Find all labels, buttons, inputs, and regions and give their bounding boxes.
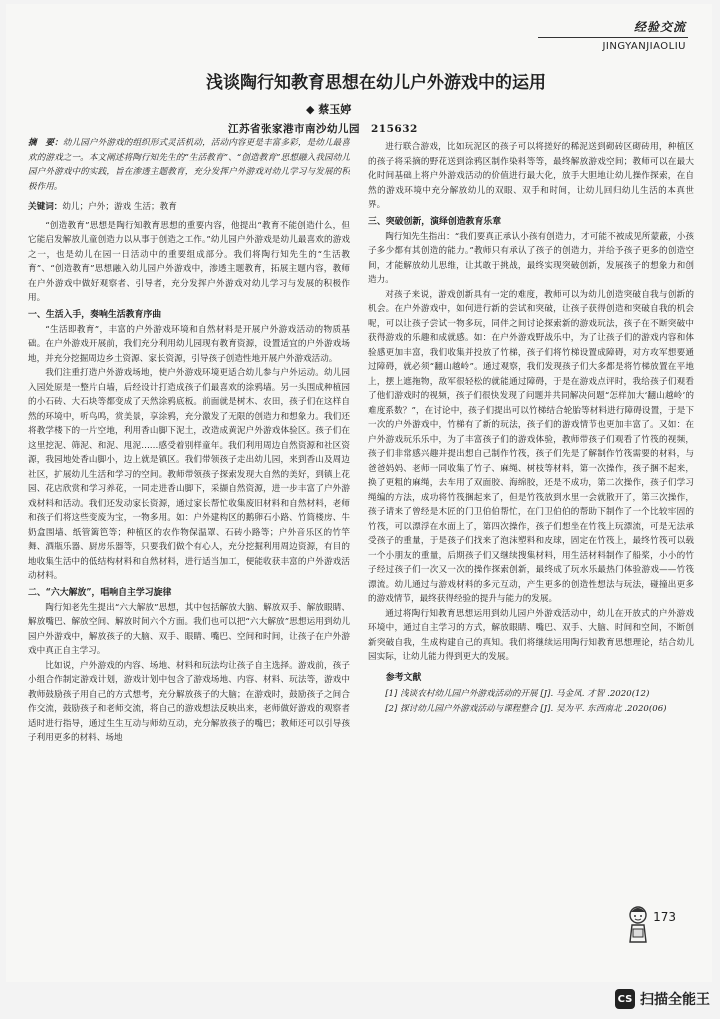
mascot-illustration [622, 904, 654, 944]
journal-page [6, 4, 712, 982]
scanner-watermark [615, 989, 710, 1009]
article-author: ◆ 蔡玉婷 [306, 103, 352, 116]
page-number: 173 [653, 910, 676, 924]
author-affiliation: 江苏省张家港市南沙幼儿园 215632 [228, 123, 418, 135]
reference-item: [1] 浅谈农村幼儿园户外游戏活动的开展 [J]. 马金凤. 才智 .2020(12) [385, 689, 650, 699]
article-title: 浅谈陶行知教育思想在幼儿户外游戏中的运用 [206, 73, 546, 93]
section-name-pinyin: JINGYANJIAOLIU [602, 41, 686, 52]
abstract-text: 幼儿园户外游戏的组织形式灵活机动，活动内容更是丰富多彩，是幼儿最喜欢的游戏之一。本文阐述将陶行知先生的“生活教育”、“创造教育”思想融入我园幼儿园户外游戏中的实践，旨在渗透主题教育，充分发挥户外游戏对幼儿学习与发展的积极作用。 [28, 138, 350, 192]
keywords-label: 关键词： [28, 202, 63, 212]
section-heading: 三、突破创新，演绎创造教育乐章 [368, 216, 502, 227]
header-rule [538, 37, 688, 38]
reference-item: [2] 探讨幼儿园户外游戏活动与课程整合 [J]. 吴为平. 东西南北 .2020(06) [385, 703, 667, 714]
keywords-text: 幼儿；户外；游戏 生活；教育 [62, 202, 177, 212]
right-column-body [368, 140, 694, 665]
body-paragraph: 陶行知先生指出：“我们要真正承认小孩有创造力，才可能不被成见所蒙蔽，小孩子多少都有其创造的能力。”教师只有承认了孩子的创造力，并给予孩子更多的创造空间，才能解放幼儿思维，让其敢于挑战，最终实现突破创新，发展孩子的想象力和创造力。 [368, 231, 694, 285]
abstract-label: 摘 要： [28, 138, 63, 148]
left-column [28, 136, 350, 906]
body-paragraph: 比如说，户外游戏的内容、场地、材料和玩法均让孩子自主选择。游戏前，孩子小组合作制定游戏计划，游戏计划中包含了游戏场地、内容、材料、玩法等，游戏中教师鼓励孩子用自己的方式想考，充分解放孩子的大脑；在游戏时，鼓励孩子之间合作交流，鼓励孩子和老师交流，将自己的游戏想法反映出来，老师做好游戏的观察者适时进行指导，通过生生互动与师幼互动，充分解放孩子的嘴巴；教师还可以引导孩子利用更多的材料、场地 [28, 660, 350, 743]
body-paragraph: 进行联合游戏，比如玩泥区的孩子可以将搓好的稀泥送到砌砖区砌砖用，种植区的孩子将采摘的野花送到涂鸦区制作染料等等，最终解放游戏空间；教师可以在最大化时间基础上将户外游戏活动的价值进行最大化，放手大胆地让幼儿操作探索，在自然的游戏环境中充分解放幼儿的双眼、双手和时间，让幼儿回归幼儿生活的本真世界。 [368, 142, 694, 210]
body-paragraph: “生活即教育”，丰富的户外游戏环境和自然材料是开展户外游戏活动的物质基础。在户外游戏开展前，我们充分利用幼儿园现有教育资源，设置适宜的户外游戏场地，并充分挖掘周边乡土资源、家长资源，引导孩子创造性地开展户外游戏活动。 [28, 324, 350, 364]
section-name: 经验交流 [633, 20, 686, 34]
camscanner-logo-icon: CS [615, 989, 635, 1009]
body-paragraph: “创造教育”思想是陶行知教育思想的重要内容，他提出“教育不能创造什么，但它能启发解放儿童创造力以从事于创造之工作。”幼儿园户外游戏是幼儿最喜欢的游戏之一，也是幼儿在园一日活动中的重要组成部分。我们将陶行知先生的“生活教育”、“创造教育”思想融入幼儿园户外游戏中，渗透主题教育，拓展主题内容，教师在户外游戏中做好观察者、引导者，充分发挥户外游戏对幼儿学习与发展的积极作用。 [28, 220, 350, 303]
body-paragraph: 陶行知老先生提出“六大解放”思想，其中包括解放大脑、解放双手、解放眼睛、解放嘴巴、解放空间、解放时间六个方面。我们也可以把“六大解放”思想运用到幼儿园户外游戏中，解放孩子的大脑、双手、眼睛、嘴巴、空间和时间，让孩子在户外游戏中真正自主学习。 [28, 602, 350, 656]
abstract [28, 136, 350, 194]
section-heading: 一、生活入手，奏响生活教育序曲 [28, 309, 162, 320]
references-list [368, 687, 694, 716]
keywords [28, 200, 350, 215]
body-paragraph: 通过将陶行知教育思想运用到幼儿园户外游戏活动中，幼儿在开放式的户外游戏环境中，通过自主学习的方式，解放眼睛、嘴巴、双手、大脑、时间和空间，不断创新突破自我，生成构建自己的真知。我们将继续运用陶行知教育思想理论，结合幼儿园实际，让幼儿能力得到更大的发展。 [368, 608, 694, 662]
body-paragraph: 我们注重打造户外游戏场地，使户外游戏环境更适合幼儿参与户外运动。幼儿园入园处原是一整片白墙，后经设计打造成孩子们最喜欢的涂鸦墙。另一头围成种植园的小石砖、大石块等都变成了天然涂鸦底板。前面就是树木、农田，孩子们在这样自然的环境中，听鸟鸣，赏美景，享涂鸦，充分激发了无限的创造力和想象力。我们还将教学楼下的一片空地，利用香山脚下泥土，改造成黄泥户外游戏体验区。孩子们在这里挖泥、筛泥、和泥、甩泥……感受着别样童年。我们利用周边自然资源和社区资源，我园地处香山脚小，边上就是镇区。我们带领孩子走出幼儿园，来到香山及周边社区，扩展幼儿生活和学习的空间。教师带领孩子探索发现大自然的美好，到镇上花园、花店欣赏和学习养花，一同走进香山脚下，采撷自然资源，进一步丰富了户外游戏材料和活动。我们还发动家长资源，通过家长帮忙收集废旧材料和自然材料，老师和孩子们将这些变废为宝，一物多用。如：户外建构区的鹅卵石小路、竹筒楼房、牛奶盒围墙、纸管篱笆等；种植区的农作物保温罩、石砖小路等；户外音乐区的竹竿舞、酒瓶乐器、厨房乐器等，只要我们做个有心人，充分挖掘利用周边资源，有目的地收集生活中的低结构材料和自然材料，进行适当加工，便能收获丰富的户外游戏活动材料。 [28, 368, 350, 581]
section-heading: 二、“六大解放”，唱响自主学习旋律 [28, 587, 172, 598]
references-title: 参考文献 [385, 672, 422, 683]
right-column [368, 140, 694, 902]
section-header [634, 18, 686, 35]
left-column-body [28, 219, 350, 746]
scanner-app-name: 扫描全能王 [640, 992, 710, 1008]
body-paragraph: 对孩子来说，游戏创新具有一定的难度，教师可以为幼儿创造突破自我与创新的机会。在户外游戏中，如何进行新的尝试和突破，让孩子获得创造和突破自我的机会呢，可以让孩子尝试一物多玩，同伴之间讨论探索新的游戏玩法，孩子在不断突破中获得游戏的乐趣和成就感。如：在户外游戏野战乐中，为了让孩子们的游戏内容和体验感更加丰富，我们收集并投放了竹梯，孩子们将竹梯设置成障碍，对方攻军想要通过障碍，就必须“翻山越岭”。通过观察，我们发现孩子们大多都是将竹梯放置在平地上，摆上遮拖物，敌军很轻松的就能通过障碍，于是在游戏点评时，我给孩子们观看了他们游戏时的视频，孩子们很快发现了问题并共同解决问题“怎样加大‘翻山越岭’的难度系数？”，在讨论中，孩子们提出可以竹梯结合轮胎等材料进行障碍设置，于是下一次的户外游戏中，竹梯有了新的玩法，孩子们的游戏情节也更加丰富了。又如：在户外游戏玩乐乐中，为了丰富孩子们的游戏体验，教师带孩子们观看了竹筏的视频，孩子们非常感兴趣并提出想自己制作竹筏，孩子们先是了解制作竹筏需要的材料，与爸爸妈妈、老师一同收集了竹子、麻绳、树枝等材料，第一次操作，孩子捆不起来，换了更粗的麻绳，去车用了双面胶、海绵胶，还是不成功，第二次操作，孩子们学习绳编的方法，成功将竹筏捆起来了，但是竹筏放到水里一会就散开了，第三次操作，孩子请来了曾经是木匠的门卫伯伯帮忙，在门卫伯伯的帮助下制作了一个比较牢固的竹筏，可以漂浮在水面上了，第四次操作，孩子们想坐在竹筏上玩漂流，可是无法承受孩子的重量，于是孩子们找来了泡沫塑料和皮球，固定在竹筏上，最终竹筏可以载一个小朋友的重量，后期孩子们又继续搜集材料，用生活材料制作了船桨，小小的竹子经过孩子们一次又一次的操作探索创新，最终成了玩水乐最热门体验游戏——竹筏漂流。幼儿通过与游戏材料的多元互动，产生更多的创造性想法与玩法，碰撞出更多的游戏情节，最终获得经验的提升与能力的发展。 [368, 289, 694, 604]
